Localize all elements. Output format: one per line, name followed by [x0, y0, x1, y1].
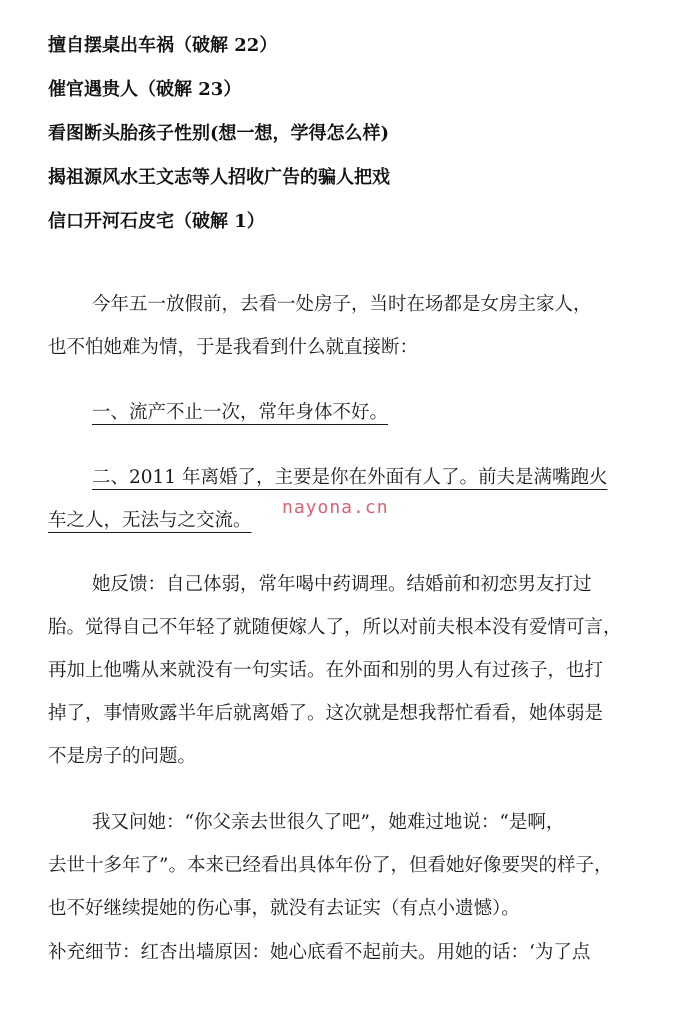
text-line: 再加上他嘴从来就没有一句实话。在外面和别的男人有过孩子，也打	[48, 660, 604, 681]
title-item: 擅自摆桌出车祸（破解 22）	[48, 35, 278, 56]
underlined-text: 二、2011 年离婚了，主要是你在外面有人了。前夫是满嘴跑火	[92, 467, 608, 488]
paragraph-intro	[48, 283, 640, 369]
paragraph-point-one	[48, 391, 640, 434]
underlined-text: 一、流产不止一次，常年身体不好。	[92, 402, 389, 423]
text-line: 补充细节：红杏出墙原因：她心底看不起前夫。用她的话：‘为了点	[48, 942, 591, 963]
title-list	[48, 30, 390, 250]
text-line: 去世十多年了”。本来已经看出具体年份了，但看她好像要哭的样子，	[48, 855, 613, 876]
text-line: 不是房子的问题。	[48, 746, 197, 767]
title-item: 看图断头胎孩子性别(想一想，学得怎么样)	[48, 123, 390, 144]
title-item: 催官遇贵人（破解 23）	[48, 79, 242, 100]
text-line: 今年五一放假前，去看一处房子，当时在场都是女房主家人，	[92, 294, 592, 315]
paragraph-question	[48, 801, 640, 930]
underlined-text: 车之人，无法与之交流。	[48, 510, 252, 531]
title-item: 信口开河石皮宅（破解 1）	[48, 211, 265, 232]
text-line: 胎。觉得自己不年轻了就随便嫁人了，所以对前夫根本没有爱情可言，	[48, 617, 622, 638]
text-line: 也不怕她难为情，于是我看到什么就直接断：	[48, 337, 419, 358]
paragraph-supplement	[48, 931, 640, 974]
text-line: 掉了，事情败露半年后就离婚了。这次就是想我帮忙看看，她体弱是	[48, 703, 604, 724]
watermark: nayona.cn	[282, 497, 389, 518]
paragraph-feedback	[48, 563, 640, 778]
text-line: 她反馈：自己体弱，常年喝中药调理。结婚前和初恋男友打过	[92, 574, 592, 595]
text-line: 我又问她：“你父亲去世很久了吧”，她难过地说：“是啊，	[92, 812, 565, 833]
text-line: 也不好继续提她的伤心事，就没有去证实（有点小遗憾）。	[48, 898, 520, 919]
title-item: 揭祖源风水王文志等人招收广告的骗人把戏	[48, 167, 390, 188]
